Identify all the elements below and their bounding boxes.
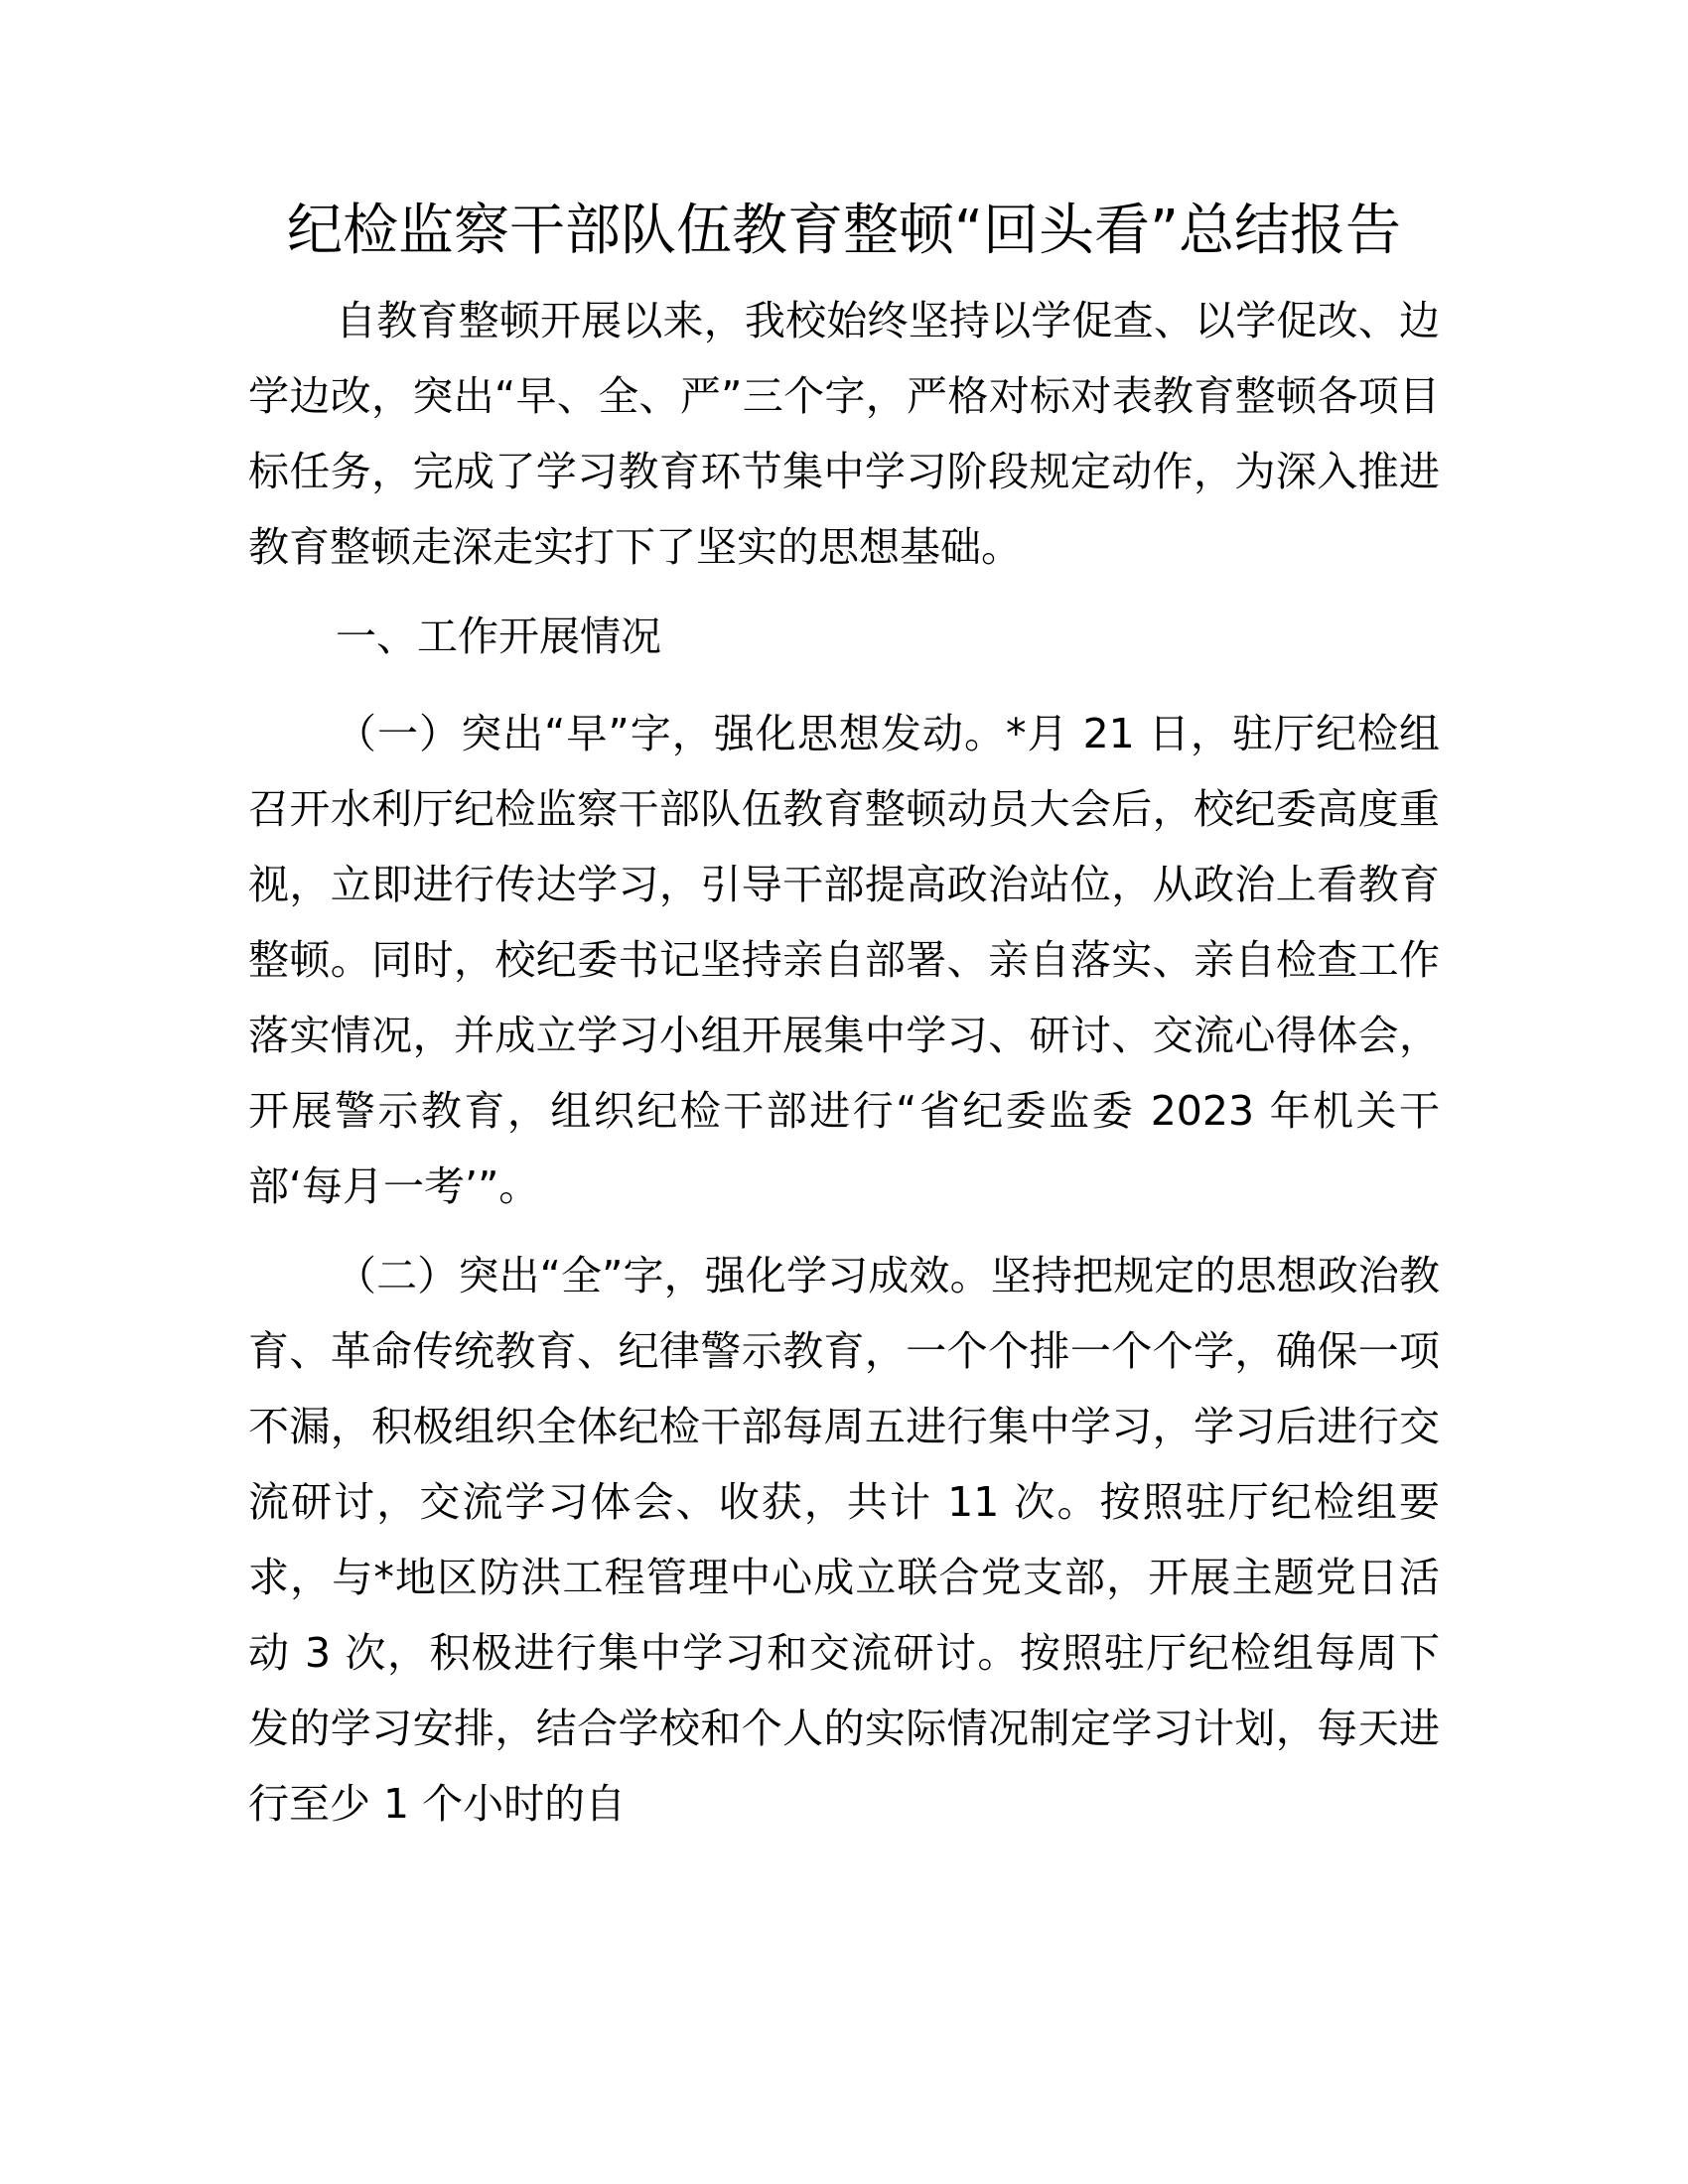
section-heading-work-progress: 一、工作开展情况 — [336, 613, 661, 660]
document-page — [248, 194, 1440, 1855]
paragraph-intro: 自教育整顿开展以来，我校始终坚持以学促查、以学促改、边学边改，突出“早、全、严”三个字，严格对标对表教育整顿各项目标任务，完成了学习教育环节集中学习阶段规定动作，为深入推进教育整顿走深走实打下了坚实的思想基础。 — [248, 297, 1440, 571]
paragraph-section-one: （一）突出“早”字，强化思想发动。*月 21 日，驻厅纪检组召开水利厅纪检监察干部队伍教育整顿动员大会后，校纪委高度重视，立即进行传达学习，引导干部提高政治站位，从政治上看教育整顿。同时，校纪委书记坚持亲自部署、亲自落实、亲自检查工作落实情况，并成立学习小组开展集中学习、研讨、交流心得体会，开展警示教育，组织纪检干部进行“省纪委监委 2023 年机关干部‘每月一考’”。 — [248, 710, 1440, 1210]
document-title: 纪检监察干部队伍教育整顿“回头看”总结报告 — [286, 199, 1402, 263]
paragraph-section-two: （二）突出“全”字，强化学习成效。坚持把规定的思想政治教育、革命传统教育、纪律警示教育，一个个排一个个学，确保一项不漏，积极组织全体纪检干部每周五进行集中学习，学习后进行交流研讨，交流学习体会、收获，共计 11 次。按照驻厅纪检组要求，与*地区防洪工程管理中心成立联合党支部，开展主题党日活动 3 次，积极进行集中学习和交流研讨。按照驻厅纪检组每周下发的学习安排，结合学校和个人的实际情况制定学习计划，每天进行至少 1 个小时的自 — [248, 1252, 1440, 1828]
